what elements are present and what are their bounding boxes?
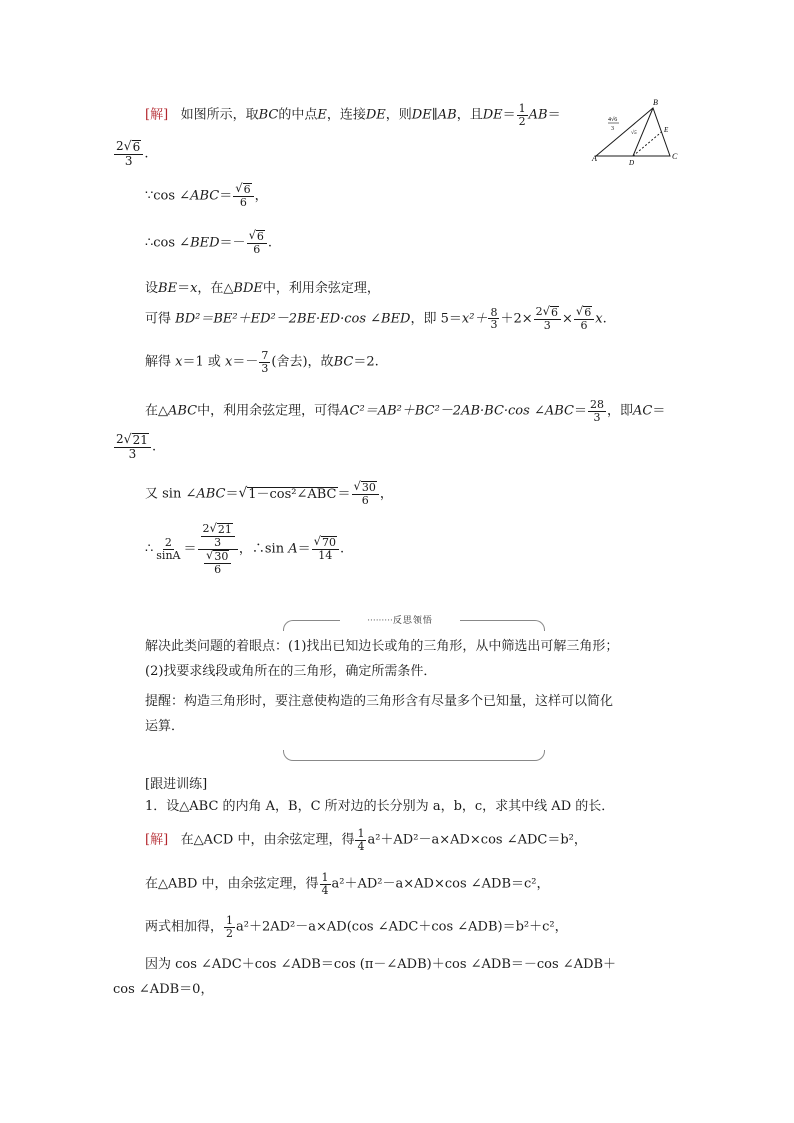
var: x²＋ bbox=[461, 311, 488, 327]
text: ，即 bbox=[606, 403, 633, 419]
fraction bbox=[312, 536, 339, 562]
text: ＝ bbox=[177, 281, 191, 296]
line-sin-abc bbox=[145, 481, 393, 507]
label-c: C bbox=[672, 152, 678, 161]
radicand: 70 bbox=[321, 536, 336, 550]
text: ，∴sin bbox=[238, 541, 285, 557]
text: ＝－ bbox=[232, 354, 259, 370]
num bbox=[204, 547, 231, 564]
fraction bbox=[355, 828, 366, 852]
text: ＝ bbox=[225, 486, 239, 502]
var: x bbox=[225, 354, 233, 370]
text: ∴cos ∠ bbox=[145, 235, 191, 251]
radicand: 1－cos²∠ABC bbox=[248, 487, 337, 503]
text: 在△ABD 中，由余弦定理，得 bbox=[145, 876, 319, 892]
fraction bbox=[247, 230, 267, 256]
period: . bbox=[151, 439, 157, 455]
radicand: 6 bbox=[243, 183, 251, 196]
num: 1 bbox=[226, 914, 234, 927]
den: 3 bbox=[261, 361, 269, 375]
sqrt: √ 30 bbox=[206, 547, 229, 563]
den: 3 bbox=[214, 536, 222, 550]
var: DE bbox=[365, 107, 386, 123]
label-d: D bbox=[629, 159, 635, 167]
line-final bbox=[145, 523, 344, 575]
ab-length-num: 4√6 bbox=[608, 117, 618, 123]
den: 6 bbox=[214, 562, 222, 576]
fraction bbox=[352, 481, 379, 507]
num bbox=[352, 481, 379, 495]
var: BDE bbox=[233, 281, 263, 296]
text: 在△ACD 中，由余弦定理，得 bbox=[180, 832, 355, 848]
text: ∵cos ∠ bbox=[145, 188, 191, 204]
de-value bbox=[113, 140, 148, 168]
sqrt: √ 21 bbox=[209, 521, 232, 536]
var: BED bbox=[190, 235, 220, 251]
var: BC bbox=[258, 107, 279, 123]
text: ＝ bbox=[337, 486, 351, 502]
num: 1 bbox=[357, 827, 365, 840]
formula: BD²＝BE²＋ED²－2BE·ED·cos ∠BED bbox=[175, 311, 411, 327]
solution-2-line-1 bbox=[145, 828, 587, 852]
radicand: 6 bbox=[550, 306, 558, 319]
num: 28 bbox=[589, 398, 604, 411]
fraction bbox=[224, 915, 235, 939]
den: 3 bbox=[128, 447, 137, 462]
text: . bbox=[267, 235, 273, 251]
var: BC bbox=[333, 354, 354, 370]
text: ， bbox=[254, 188, 268, 204]
var: x bbox=[595, 311, 603, 327]
var: AC bbox=[633, 403, 653, 419]
sqrt: √ 6 bbox=[123, 138, 141, 154]
var: AB bbox=[528, 107, 548, 123]
text: 两式相加得， bbox=[145, 919, 224, 935]
text: a²＋AD²－a×AD×cos ∠ADC＝b²， bbox=[367, 832, 587, 848]
fraction bbox=[259, 350, 270, 374]
text: 如图所示，取 bbox=[180, 107, 259, 123]
sqrt: √ 6 bbox=[248, 228, 264, 243]
text: 可得 bbox=[145, 311, 172, 327]
sqrt: √ 6 bbox=[542, 304, 558, 319]
text: 中，利用余弦定理， bbox=[262, 281, 380, 296]
den: 4 bbox=[357, 839, 365, 853]
num: 2 bbox=[164, 536, 172, 550]
formula: AC²＝AB²＋BC²－2AB·BC·cos ∠ABC bbox=[340, 403, 574, 419]
text: ∴ bbox=[145, 541, 154, 557]
eq: ＝ bbox=[297, 541, 311, 557]
text: ＝ bbox=[652, 403, 666, 419]
num bbox=[233, 183, 253, 197]
text: 解得 bbox=[145, 354, 172, 370]
num bbox=[247, 230, 267, 244]
text: ＝1 或 bbox=[182, 354, 221, 370]
fraction bbox=[488, 307, 499, 331]
radicand: 30 bbox=[361, 481, 376, 494]
var: x bbox=[190, 281, 198, 296]
radicand: 30 bbox=[214, 549, 229, 563]
num: 7 bbox=[261, 349, 269, 362]
coef: 2 bbox=[535, 305, 543, 318]
coef: 2 bbox=[116, 432, 124, 446]
fraction bbox=[588, 399, 606, 423]
text: 在△ bbox=[145, 403, 168, 419]
line-solve bbox=[145, 350, 379, 374]
num: 1 bbox=[321, 871, 329, 884]
line-law-of-cosines bbox=[145, 306, 607, 332]
num bbox=[574, 306, 594, 320]
var: E bbox=[317, 107, 327, 123]
text: ，即 5＝ bbox=[410, 311, 462, 327]
solution-2-line-3 bbox=[145, 915, 568, 939]
num: 1 bbox=[518, 102, 526, 115]
num: 8 bbox=[490, 305, 498, 319]
ab-length-den: 3 bbox=[611, 126, 614, 132]
text: (舍去)，故 bbox=[271, 354, 334, 370]
text: a²＋AD²－a×AD×cos ∠ADB＝c²， bbox=[331, 876, 550, 892]
sqrt: √ 70 bbox=[313, 534, 336, 550]
text: ，则 bbox=[385, 107, 412, 123]
fraction bbox=[154, 537, 182, 561]
radicand: 6 bbox=[584, 306, 592, 319]
text: . bbox=[602, 311, 607, 327]
var: ABC bbox=[190, 188, 220, 204]
den: 14 bbox=[318, 549, 333, 563]
num bbox=[114, 433, 151, 448]
text: 提醒：构造三角形时，要注意使构造的三角形含有尽量多个已知量，这样可以简化运算． bbox=[145, 694, 614, 734]
fraction bbox=[534, 306, 561, 332]
den: sinA bbox=[156, 548, 181, 562]
radicand: 21 bbox=[132, 433, 148, 447]
fraction bbox=[233, 183, 253, 209]
radicand: 6 bbox=[256, 230, 264, 243]
eq: ＝ bbox=[219, 188, 233, 204]
parallel-sign: ∥ bbox=[431, 107, 438, 123]
eq: ＝－ bbox=[219, 235, 246, 251]
ac-value bbox=[113, 433, 156, 461]
sqrt: √ 6 bbox=[575, 304, 592, 319]
fraction bbox=[114, 433, 151, 461]
text: ＋2× bbox=[500, 311, 533, 327]
label-e: E bbox=[664, 126, 669, 134]
num bbox=[312, 536, 339, 550]
var: AB bbox=[437, 107, 457, 123]
text: a²＋2AD²－a×AD(cos ∠ADC＋cos ∠ADB)＝b²＋c²， bbox=[236, 919, 568, 935]
den: 3 bbox=[593, 410, 601, 424]
den: 3 bbox=[124, 154, 133, 169]
text: 中，利用余弦定理，可得 bbox=[197, 403, 341, 419]
var: ABC bbox=[168, 403, 198, 419]
den: 3 bbox=[490, 318, 498, 332]
question-1: 1．设△ABC 的内角 A，B，C 所对边的长分别为 a，b，c，求其中线 AD 的长． bbox=[145, 799, 615, 814]
text: 解决此类问题的着眼点：(1)找出已知边长或角的三角形，从中筛选出可解三角形；(2)找要求线段或角所在的三角形，确定所需条件． bbox=[145, 639, 619, 679]
times: × bbox=[561, 311, 573, 327]
text: 的中点 bbox=[278, 107, 318, 123]
eq: ＝ bbox=[547, 107, 561, 123]
fraction-half bbox=[517, 103, 528, 127]
num bbox=[201, 523, 235, 537]
line-cos-abc bbox=[145, 183, 268, 209]
num bbox=[114, 140, 143, 155]
den: 4 bbox=[321, 883, 329, 897]
var: BE bbox=[158, 281, 178, 296]
var: ABC bbox=[196, 486, 226, 502]
den: 6 bbox=[361, 494, 369, 508]
den: 2 bbox=[518, 114, 526, 128]
reflection-box-title: ·········反思领悟 bbox=[340, 613, 460, 626]
solution-label: [解] bbox=[145, 107, 169, 123]
num bbox=[534, 306, 561, 320]
den: 6 bbox=[253, 243, 261, 257]
text: ，连接 bbox=[326, 107, 366, 123]
text: ， bbox=[379, 486, 393, 502]
eq: ＝ bbox=[573, 403, 587, 419]
fraction bbox=[201, 523, 235, 549]
label-b: B bbox=[653, 98, 658, 107]
label-a: A bbox=[592, 154, 597, 163]
fraction bbox=[574, 306, 594, 332]
coef: 2 bbox=[116, 139, 124, 153]
text: 设 bbox=[145, 281, 159, 296]
solution-label: [解] bbox=[145, 832, 169, 848]
text: 因为 cos ∠ADC＋cos ∠ADB＝cos (π－∠ADB)＋cos ∠ADB＝－cos ∠ADB＋cos ∠ADB＝0， bbox=[113, 957, 617, 997]
segment-de bbox=[633, 132, 662, 156]
fraction-2sqrt6-3 bbox=[114, 140, 143, 168]
solution-2-line-2 bbox=[145, 872, 550, 896]
var: A bbox=[288, 541, 298, 557]
var: x bbox=[175, 354, 183, 370]
fraction bbox=[320, 872, 331, 896]
num bbox=[198, 523, 238, 550]
den: 3 bbox=[543, 319, 551, 333]
radicand: 6 bbox=[132, 140, 141, 154]
line-ac-squared bbox=[145, 399, 665, 423]
radicand: 21 bbox=[217, 523, 232, 536]
line-set-be bbox=[145, 277, 380, 296]
text: 又 sin ∠ bbox=[145, 486, 197, 502]
reflection-box-bottom bbox=[283, 750, 545, 761]
box-title-text: 反思领悟 bbox=[392, 616, 433, 626]
var: DE bbox=[411, 107, 432, 123]
triangle-figure bbox=[583, 95, 683, 167]
bd-length: √5 bbox=[631, 130, 637, 136]
line-cos-bed bbox=[145, 230, 272, 256]
text: . bbox=[339, 541, 345, 557]
sqrt: √ 30 bbox=[353, 479, 376, 494]
den: 6 bbox=[580, 319, 588, 333]
eq: ＝ bbox=[502, 107, 516, 123]
den: 2 bbox=[226, 926, 234, 940]
eq: ＝ bbox=[183, 541, 197, 557]
coef: 2 bbox=[202, 522, 210, 535]
sqrt: √ 1－cos²∠ABC bbox=[238, 485, 337, 503]
text: ，且 bbox=[456, 107, 483, 123]
den: 6 bbox=[239, 196, 247, 210]
compound-fraction bbox=[198, 523, 238, 575]
reflection-paragraph-1 bbox=[145, 634, 625, 684]
solution-line-1 bbox=[145, 103, 561, 127]
den bbox=[201, 547, 234, 576]
text: ＝2. bbox=[353, 354, 379, 370]
text: ，在△ bbox=[197, 281, 234, 296]
solution-2-line-4 bbox=[113, 952, 625, 1002]
follow-up-label: [跟进训练] bbox=[145, 777, 208, 792]
var: DE bbox=[482, 107, 503, 123]
sqrt: √ 6 bbox=[235, 181, 251, 196]
sqrt: √ 21 bbox=[123, 431, 148, 447]
reflection-paragraph-2 bbox=[145, 689, 625, 739]
period: . bbox=[144, 146, 149, 162]
fraction bbox=[204, 547, 231, 576]
